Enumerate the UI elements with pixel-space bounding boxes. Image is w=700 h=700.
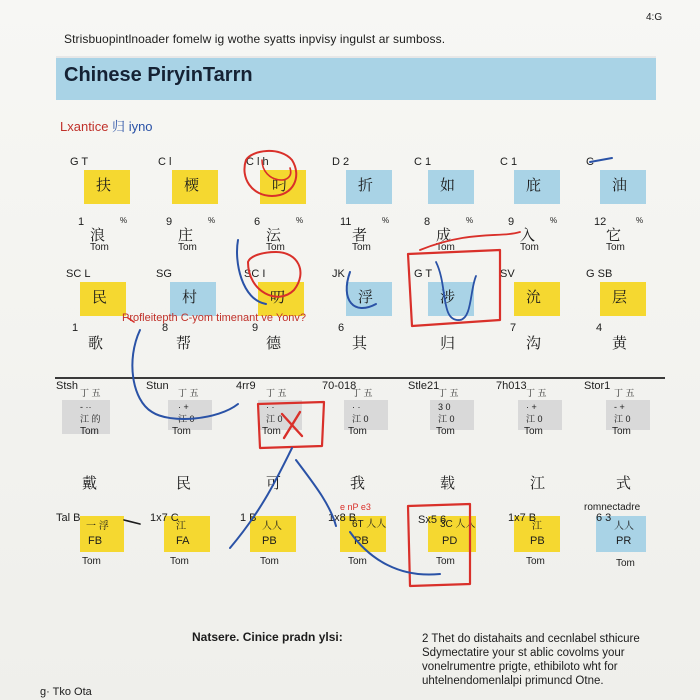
card-label: C 1: [414, 156, 432, 168]
word-number: 9: [508, 216, 515, 228]
card-glyph: 如: [440, 176, 456, 194]
word-number: 11: [340, 216, 352, 228]
stroke-tom: Tom: [80, 426, 99, 437]
card-label: SV: [500, 268, 515, 280]
page-title: Chinese PiryinTarrn: [64, 64, 253, 86]
pinyin-line1: 江: [176, 521, 186, 532]
word-percent: %: [636, 216, 644, 225]
pinyin-tom: Tom: [348, 556, 367, 567]
pinyin-label: Sx5 6: [418, 514, 447, 526]
word-glyph: 德: [266, 334, 282, 352]
stroke-glyph: 江 0: [352, 414, 369, 424]
word-glyph: 帮: [176, 334, 192, 352]
pinyin-line1: 3C 人人: [440, 519, 476, 530]
row6-glyph-7: 式: [616, 474, 632, 492]
blue-check-annotation: [436, 262, 476, 320]
stroke-mid: · ·: [352, 402, 361, 412]
word-glyph: 黄: [612, 334, 628, 352]
stroke-label: Stun: [146, 380, 169, 392]
word-glyph: 歌: [88, 334, 104, 352]
card-glyph: 沇: [526, 288, 542, 306]
card-label: JK: [332, 268, 345, 280]
lexicon-text: Lxantice: [60, 119, 109, 134]
small-red-note: e nP e3: [340, 502, 371, 512]
word-glyph: 成: [436, 226, 452, 244]
red-box-annotation: [408, 250, 500, 326]
card-glyph: 层: [612, 288, 628, 306]
pinyin-line2: PD: [442, 535, 458, 547]
stroke-label: 7h013: [496, 380, 527, 392]
word-tom: Tom: [436, 242, 455, 253]
stroke-label: 4rr9: [236, 380, 256, 392]
pinyin-label: 1x7 C: [150, 512, 179, 524]
card-label: SC L: [66, 268, 91, 280]
row6-glyph-5: 载: [440, 474, 456, 492]
stroke-mid: - +: [614, 402, 625, 412]
word-number: 8: [424, 216, 431, 228]
pinyin-line1: 人人: [262, 521, 282, 532]
word-glyph: 浪: [90, 226, 106, 244]
card-label: SC I: [244, 268, 266, 280]
pinyin-line1: 人人: [614, 521, 634, 532]
stroke-top: 丁 五: [266, 388, 287, 398]
blue-arrow-annotation-4: [350, 532, 440, 575]
word-number: 6: [338, 322, 345, 334]
blue-arrow-annotation-2: [230, 448, 292, 548]
word-glyph: 沄: [266, 226, 282, 244]
pinyin-line2: FB: [88, 535, 103, 547]
card-label: C: [586, 156, 594, 168]
stroke-glyph: 江 0: [266, 414, 283, 424]
card-glyph: 叼: [272, 176, 288, 194]
blue-arrow-annotation-3: [296, 460, 336, 526]
word-percent: %: [466, 216, 474, 225]
stroke-label: Stle21: [408, 380, 440, 392]
red-circle-annotation-2: [248, 252, 300, 297]
stroke-glyph: 江 0: [178, 414, 195, 424]
word-number: 9: [252, 322, 259, 334]
blue-curve-annotation: [237, 240, 266, 304]
stroke-glyph: 江 0: [526, 414, 543, 424]
word-number: 1: [78, 216, 85, 228]
stroke-top: 丁 五: [80, 388, 101, 398]
stroke-top: 丁 五: [438, 388, 459, 398]
pinyin-line1: 江: [532, 521, 542, 532]
red-x-mark: [282, 412, 302, 438]
word-number: 1: [72, 322, 79, 334]
stroke-label: 70-018: [322, 380, 357, 392]
red-circle-annotation: [244, 151, 296, 196]
row6-glyph-4: 我: [350, 474, 366, 492]
word-number: 9: [166, 216, 173, 228]
word-number: 7: [510, 322, 517, 334]
word-glyph: 者: [352, 226, 368, 244]
word-tom: Tom: [352, 242, 371, 253]
word-tom: Tom: [90, 242, 109, 253]
pinyin-line2: PB: [262, 535, 277, 547]
pinyin-line1: 一 浮: [86, 521, 109, 532]
stroke-glyph: 江 0: [614, 414, 631, 424]
stroke-mid: · +: [178, 402, 189, 412]
card-label: D 2: [332, 156, 350, 168]
pinyin-line1: 6T 人人: [352, 519, 387, 530]
word-glyph: 它: [606, 226, 622, 244]
card-glyph: 扶: [96, 176, 112, 194]
pinyin-line2: PR: [616, 535, 632, 547]
red-line-annotation: [420, 232, 520, 250]
pinyin-label: 6 3: [596, 512, 612, 524]
blue-dash-mark: [590, 158, 612, 162]
stroke-tom: Tom: [262, 426, 281, 437]
stroke-top: 丁 五: [178, 388, 199, 398]
word-tom: Tom: [520, 242, 539, 253]
card-label: G T: [70, 156, 89, 168]
word-glyph: 其: [352, 334, 368, 352]
pinyin-line2: PB: [530, 535, 545, 547]
stroke-label: Stsh: [56, 380, 79, 392]
card-label: G SB: [586, 268, 613, 280]
card-glyph: 樮: [184, 176, 200, 194]
word-tom: Tom: [606, 242, 625, 253]
stroke-mid: · +: [526, 402, 537, 412]
stroke-glyph: 江 0: [438, 414, 455, 424]
stroke-tom: Tom: [612, 426, 631, 437]
stroke-label: Stor1: [584, 380, 611, 392]
row6-glyph-1: 戴: [82, 474, 98, 492]
stroke-tom: Tom: [524, 426, 543, 437]
blue-curve-annotation-2: [347, 272, 376, 308]
row6-glyph-6: 江: [530, 474, 546, 492]
card-glyph: 浮: [358, 288, 374, 306]
word-glyph: 归: [440, 334, 456, 352]
stroke-top: 丁 五: [614, 388, 635, 398]
pinyin-tom: Tom: [170, 556, 189, 567]
card-glyph: 油: [612, 176, 628, 194]
word-tom: Tom: [178, 242, 197, 253]
word-percent: %: [208, 216, 216, 225]
pinyin-tom: Tom: [260, 556, 279, 567]
footer-corner: g· Tko Ota: [40, 686, 92, 698]
pinyin-tom: Tom: [526, 556, 545, 567]
red-tick-mark: [128, 318, 134, 322]
row6-note: romnectadre: [584, 502, 641, 513]
word-glyph: 沟: [526, 334, 542, 352]
stroke-glyph: 江 的: [80, 414, 101, 424]
card-label: G T: [414, 268, 433, 280]
footer-caption: Natsere. Cinice pradn ylsi:: [192, 630, 343, 644]
word-percent: %: [296, 216, 304, 225]
word-percent: %: [120, 216, 128, 225]
pinyin-line2: FA: [176, 535, 190, 547]
pinyin-label: 1x7 B: [508, 512, 537, 524]
stroke-tom: Tom: [172, 426, 191, 437]
pinyin-tom: Tom: [616, 558, 635, 569]
card-label: C l h: [246, 156, 269, 168]
word-number: 6: [254, 216, 261, 228]
blue-arrow-annotation: [132, 330, 238, 419]
pinyin-label: 1x8 B: [328, 512, 357, 524]
red-question: Profleitepth C-yom timenant ve Yonv?: [122, 312, 307, 324]
stroke-top: 丁 五: [526, 388, 547, 398]
word-glyph: 入: [520, 226, 536, 244]
card-glyph: 折: [358, 176, 374, 194]
pinyin-label: Tal B: [56, 512, 81, 524]
pinyin-tom: Tom: [82, 556, 101, 567]
header-subtitle: Strisbuopintlnoader fomelw ig wothe syatts inpvisy ingulst ar sumboss.: [64, 32, 446, 46]
row6-glyph-2: 民: [176, 474, 192, 492]
word-percent: %: [550, 216, 558, 225]
word-tom: Tom: [266, 242, 285, 253]
red-loop-annotation: [262, 160, 291, 180]
word-glyph: 庄: [178, 226, 194, 244]
stroke-tom: Tom: [348, 426, 367, 437]
card-glyph: 村: [182, 288, 198, 306]
card-label: C 1: [500, 156, 518, 168]
word-percent: %: [382, 216, 390, 225]
card-glyph: 叨: [270, 288, 286, 306]
dash-mark: [124, 520, 140, 524]
row6-glyph-3: 可: [266, 474, 282, 492]
footer-paragraph: 2 Thet do distahaits and cecnlabel sthicure Sdymectatire your st ablic covolms your vonelrumentre prigte, ethibiloto wht for uhtelnendomenlalpi primuncd Otne.: [422, 633, 640, 687]
pinyin-line2: PB: [354, 535, 369, 547]
lexicon-end: iyno: [128, 119, 153, 134]
word-number: 12: [594, 216, 607, 228]
card-label: C l: [158, 156, 172, 168]
card-glyph: 民: [92, 288, 108, 306]
page-number: 4:G: [646, 12, 663, 23]
pinyin-tom: Tom: [436, 556, 455, 567]
card-glyph: 庇: [526, 176, 542, 194]
card-glyph: 涉: [440, 288, 456, 306]
word-number: 8: [162, 322, 169, 334]
word-number: 4: [596, 322, 603, 334]
stroke-tom: Tom: [436, 426, 455, 437]
stroke-mid: 3 0: [438, 402, 451, 412]
stroke-mid: - ··: [80, 402, 92, 412]
stroke-top: 丁 五: [352, 388, 373, 398]
lexicon-glyph: 归: [112, 119, 126, 134]
stroke-mid: · ·: [266, 402, 275, 412]
pinyin-label: 1 B: [240, 512, 257, 524]
card-label: SG: [156, 268, 172, 280]
